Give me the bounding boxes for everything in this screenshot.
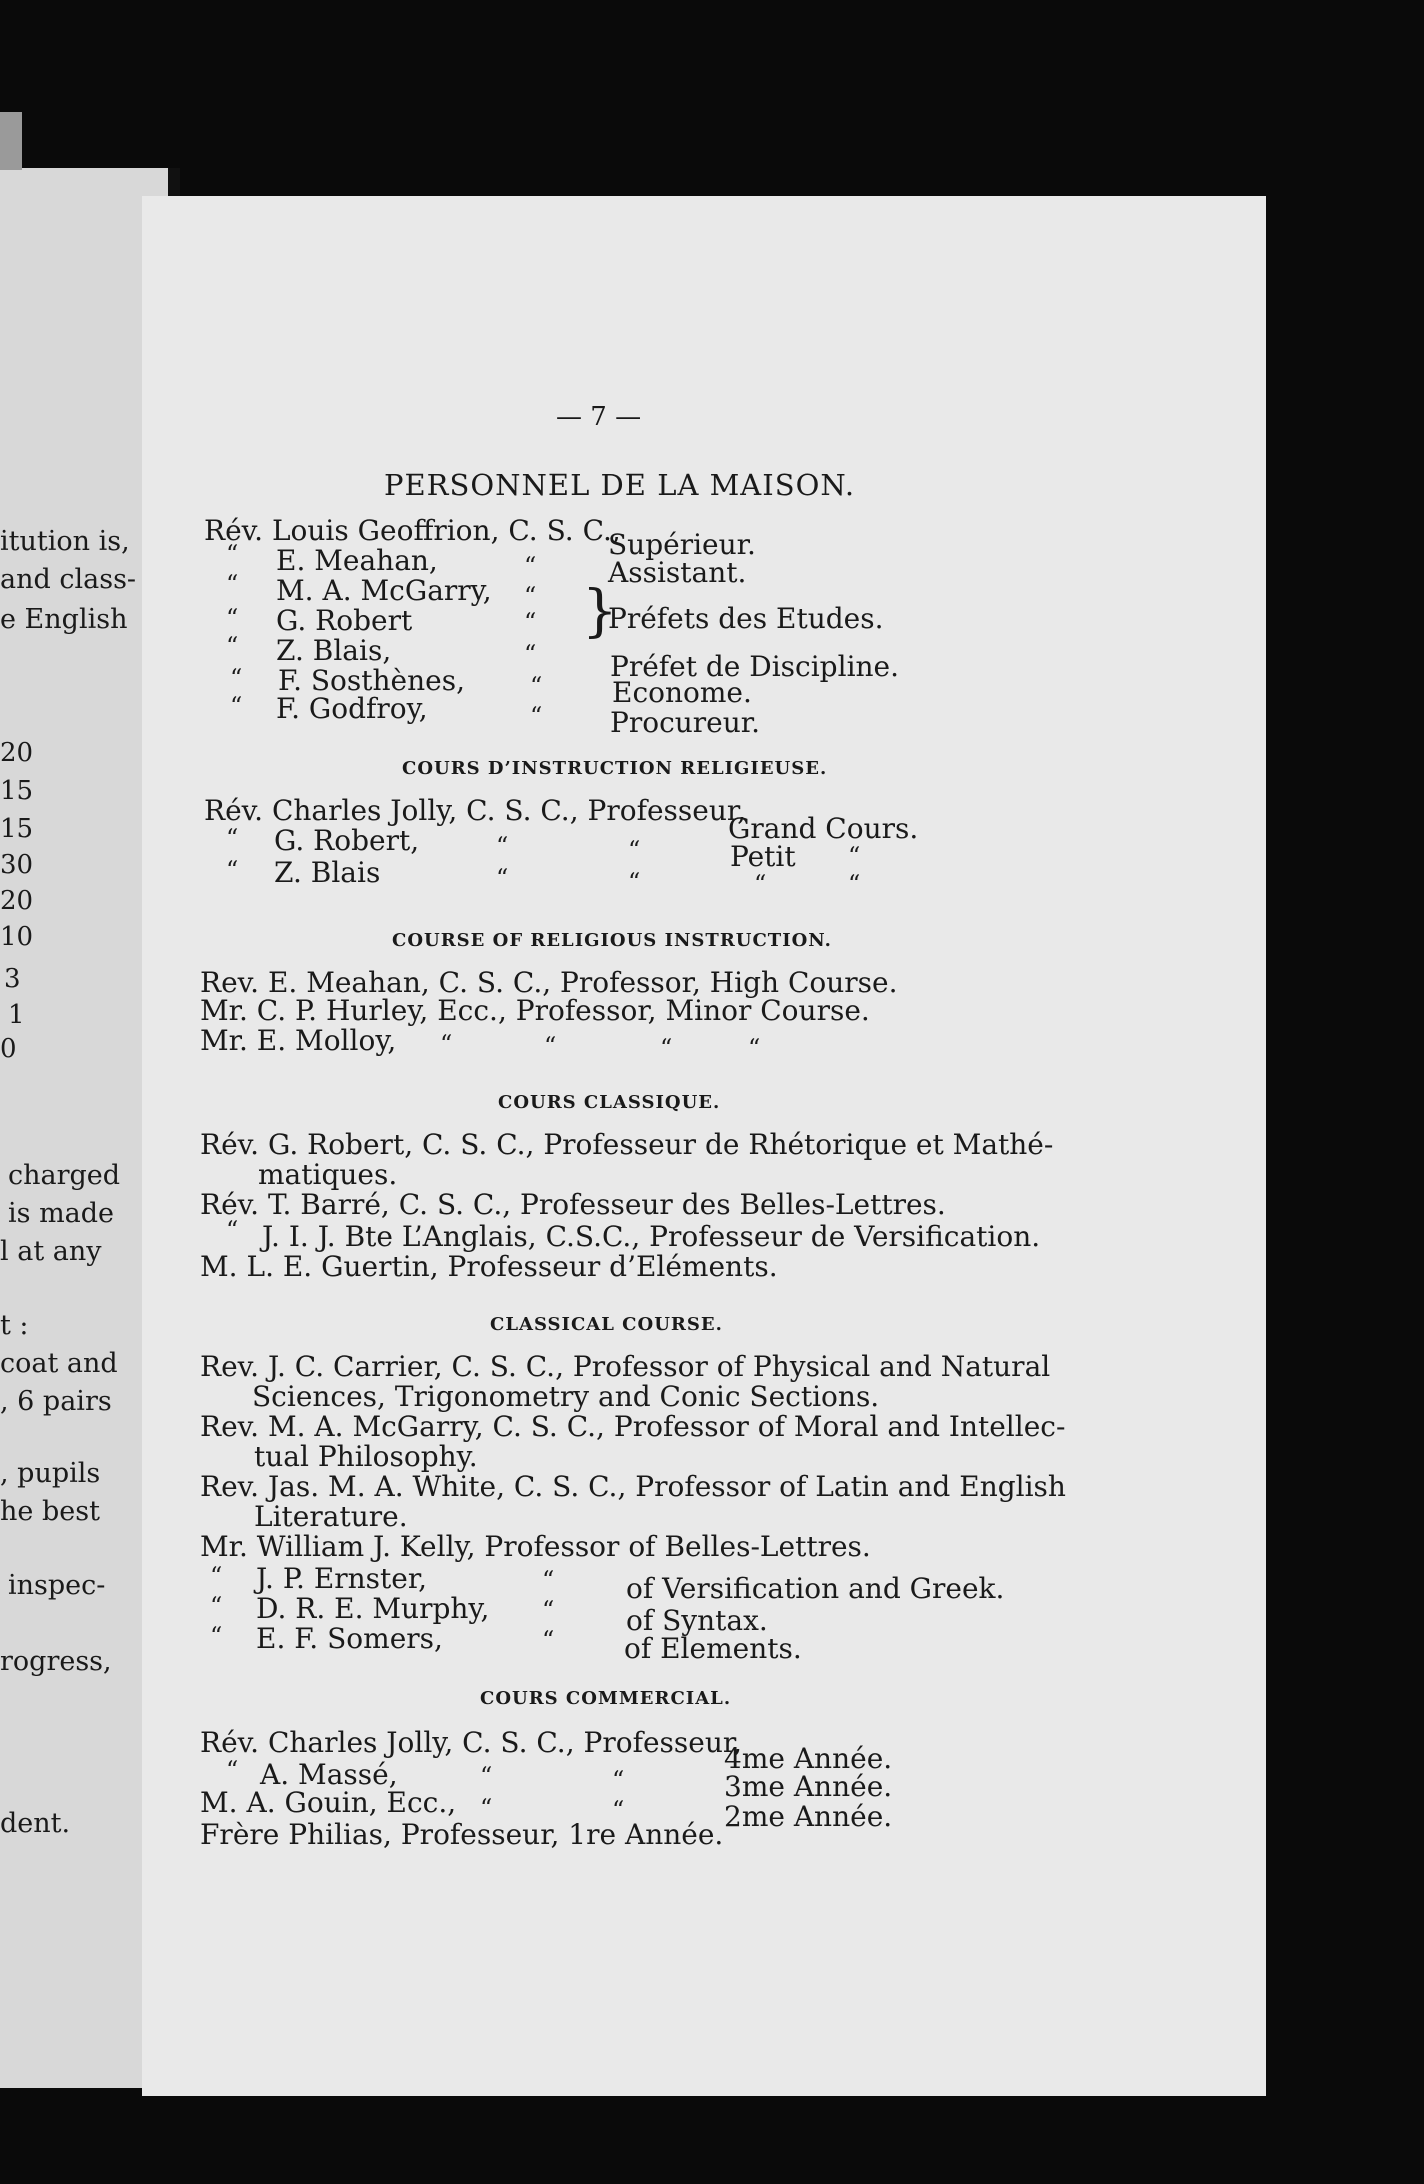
ditto-mark: “ [226,856,239,884]
left-number: 0 [0,1034,17,1064]
left-line: inspec- [8,1570,106,1601]
ditto-mark: “ [226,824,239,852]
religion-level: Petit [730,840,796,873]
left-number: 20 [0,886,34,916]
ditto-mark: “ [210,1592,223,1620]
commercial-year: 2me Année. [724,1800,893,1833]
personnel-name: M. A. McGarry, [276,574,492,607]
personnel-role: Assistant. [608,556,747,589]
personnel-role: Supérieur. [608,528,756,561]
left-line: rogress, [0,1646,112,1677]
teacher-subject: of Versification and Greek. [626,1572,1005,1605]
page-title: PERSONNEL DE LA MAISON. [384,468,856,502]
left-number: 10 [0,922,34,952]
page-edge [1266,0,1278,2184]
ditto-mark: “ [628,836,641,864]
ditto-mark: “ [542,1566,555,1594]
ditto-mark: “ [480,1794,493,1822]
personnel-name: E. Meahan, [276,544,438,577]
ditto-mark: “ [496,832,509,860]
left-line: itution is, [0,526,130,557]
ditto-mark: “ [530,702,543,730]
text-line: Mr. C. P. Hurley, Ecc., Professor, Minor Course. [200,994,870,1027]
ditto-mark: “ [226,1756,239,1784]
ditto-mark: “ [754,870,767,898]
text-line: Mr. William J. Kelly, Professor of Belles-Lettres. [200,1530,871,1563]
commercial-year: 4me Année. [724,1742,893,1775]
ditto-mark: “ [628,868,641,896]
ditto-mark: “ [848,842,861,870]
section-heading: COURS CLASSIQUE. [498,1092,721,1113]
left-number: 15 [0,776,34,806]
ditto-mark: “ [210,1622,223,1650]
personnel-name: F. Sosthènes, [278,664,466,697]
text-line: Mr. E. Molloy, [200,1024,397,1057]
text-line: tual Philosophy. [254,1440,478,1473]
left-number: 3 [4,964,21,994]
ditto-mark: “ [480,1762,493,1790]
personnel-name: F. Godfroy, [276,692,428,725]
ditto-mark: “ [530,672,543,700]
religion-row: Z. Blais [274,856,381,889]
ditto-mark: “ [544,1032,557,1060]
text-line: Rev. J. C. Carrier, C. S. C., Professor of Physical and Natural [200,1350,1051,1383]
text-line: Rev. E. Meahan, C. S. C., Professor, High Course. [200,966,898,999]
commercial-year: 3me Année. [724,1770,893,1803]
ditto-mark: “ [612,1796,625,1824]
ditto-mark: “ [748,1034,761,1062]
commercial-row: M. A. Gouin, Ecc., [200,1786,457,1819]
section-heading: CLASSICAL COURSE. [490,1314,723,1335]
teacher-name: J. P. Ernster, [256,1562,428,1595]
teacher-subject: of Elements. [624,1632,802,1665]
personnel-role: Procureur. [610,706,760,739]
left-page-tab [0,112,22,170]
personnel-role: Préfets des Etudes. [608,602,884,635]
text-line: Rev. Jas. M. A. White, C. S. C., Professor of Latin and English [200,1470,1066,1503]
ditto-mark: “ [210,1562,223,1590]
religion-level: Grand Cours. [728,812,919,845]
text-line: Rev. M. A. McGarry, C. S. C., Professor of Moral and Intellec- [200,1410,1066,1443]
text-line: Rév. G. Robert, C. S. C., Professeur de Rhétorique et Mathé- [200,1128,1054,1161]
teacher-name: E. F. Somers, [256,1622,443,1655]
left-number: 1 [8,1000,25,1030]
text-line: matiques. [258,1158,398,1191]
commercial-row: Rév. Charles Jolly, C. S. C., Professeur, [200,1726,743,1759]
ditto-mark: “ [226,632,239,660]
ditto-mark: “ [612,1766,625,1794]
left-line: , 6 pairs [0,1386,112,1417]
ditto-mark: “ [440,1030,453,1058]
left-line: is made [8,1198,115,1229]
commercial-row: A. Massé, [260,1758,398,1791]
ditto-mark: “ [524,608,537,636]
ditto-mark: “ [848,870,861,898]
text-line: Sciences, Trigonometry and Conic Sections. [252,1380,880,1413]
personnel-name: G. Robert [276,604,413,637]
ditto-mark: “ [230,692,243,720]
page-number: — 7 — [556,402,642,432]
ditto-mark: “ [524,640,537,668]
ditto-mark: “ [542,1626,555,1654]
ditto-mark: “ [496,864,509,892]
personnel-role: Préfet de Discipline. [610,650,900,683]
left-line: he best [0,1496,100,1527]
personnel-name: Rév. Louis Geoffrion, C. S. C., [204,514,621,547]
ditto-mark: “ [524,552,537,580]
ditto-mark: “ [542,1596,555,1624]
ditto-mark: “ [226,540,239,568]
ditto-mark: “ [660,1034,673,1062]
left-number: 20 [0,738,34,768]
religion-row: Rév. Charles Jolly, C. S. C., Professeur, [204,794,747,827]
text-line: Rév. T. Barré, C. S. C., Professeur des Belles-Lettres. [200,1188,946,1221]
section-heading: COURSE OF RELIGIOUS INSTRUCTION. [392,930,832,951]
left-line: dent. [0,1808,71,1839]
ditto-mark: “ [524,582,537,610]
left-line: l at any [0,1236,102,1267]
text-line: J. I. J. Bte L’Anglais, C.S.C., Professeur de Versification. [262,1220,1041,1253]
left-number: 15 [0,814,34,844]
religion-row: G. Robert, [274,824,420,857]
left-line: t : [0,1310,29,1341]
teacher-subject: of Syntax. [626,1604,768,1637]
text-line: M. L. E. Guertin, Professeur d’Eléments. [200,1250,778,1283]
section-heading: COURS D’INSTRUCTION RELIGIEUSE. [402,758,828,779]
brace-icon: } [582,579,618,644]
left-line: e English [0,604,128,635]
teacher-name: D. R. E. Murphy, [256,1592,490,1625]
left-line: , pupils [0,1458,101,1489]
text-line: Literature. [254,1500,408,1533]
left-line: and class- [0,564,137,595]
left-line: coat and [0,1348,118,1379]
left-number: 30 [0,850,34,880]
ditto-mark: “ [226,1216,239,1244]
personnel-name: Z. Blais, [276,634,392,667]
ditto-mark: “ [230,664,243,692]
ditto-mark: “ [226,570,239,598]
ditto-mark: “ [226,604,239,632]
section-heading: COURS COMMERCIAL. [480,1688,732,1709]
commercial-last-line: Frère Philias, Professeur, 1re Année. [200,1818,724,1851]
left-line: charged [8,1160,121,1191]
personnel-role: Econome. [612,676,752,709]
